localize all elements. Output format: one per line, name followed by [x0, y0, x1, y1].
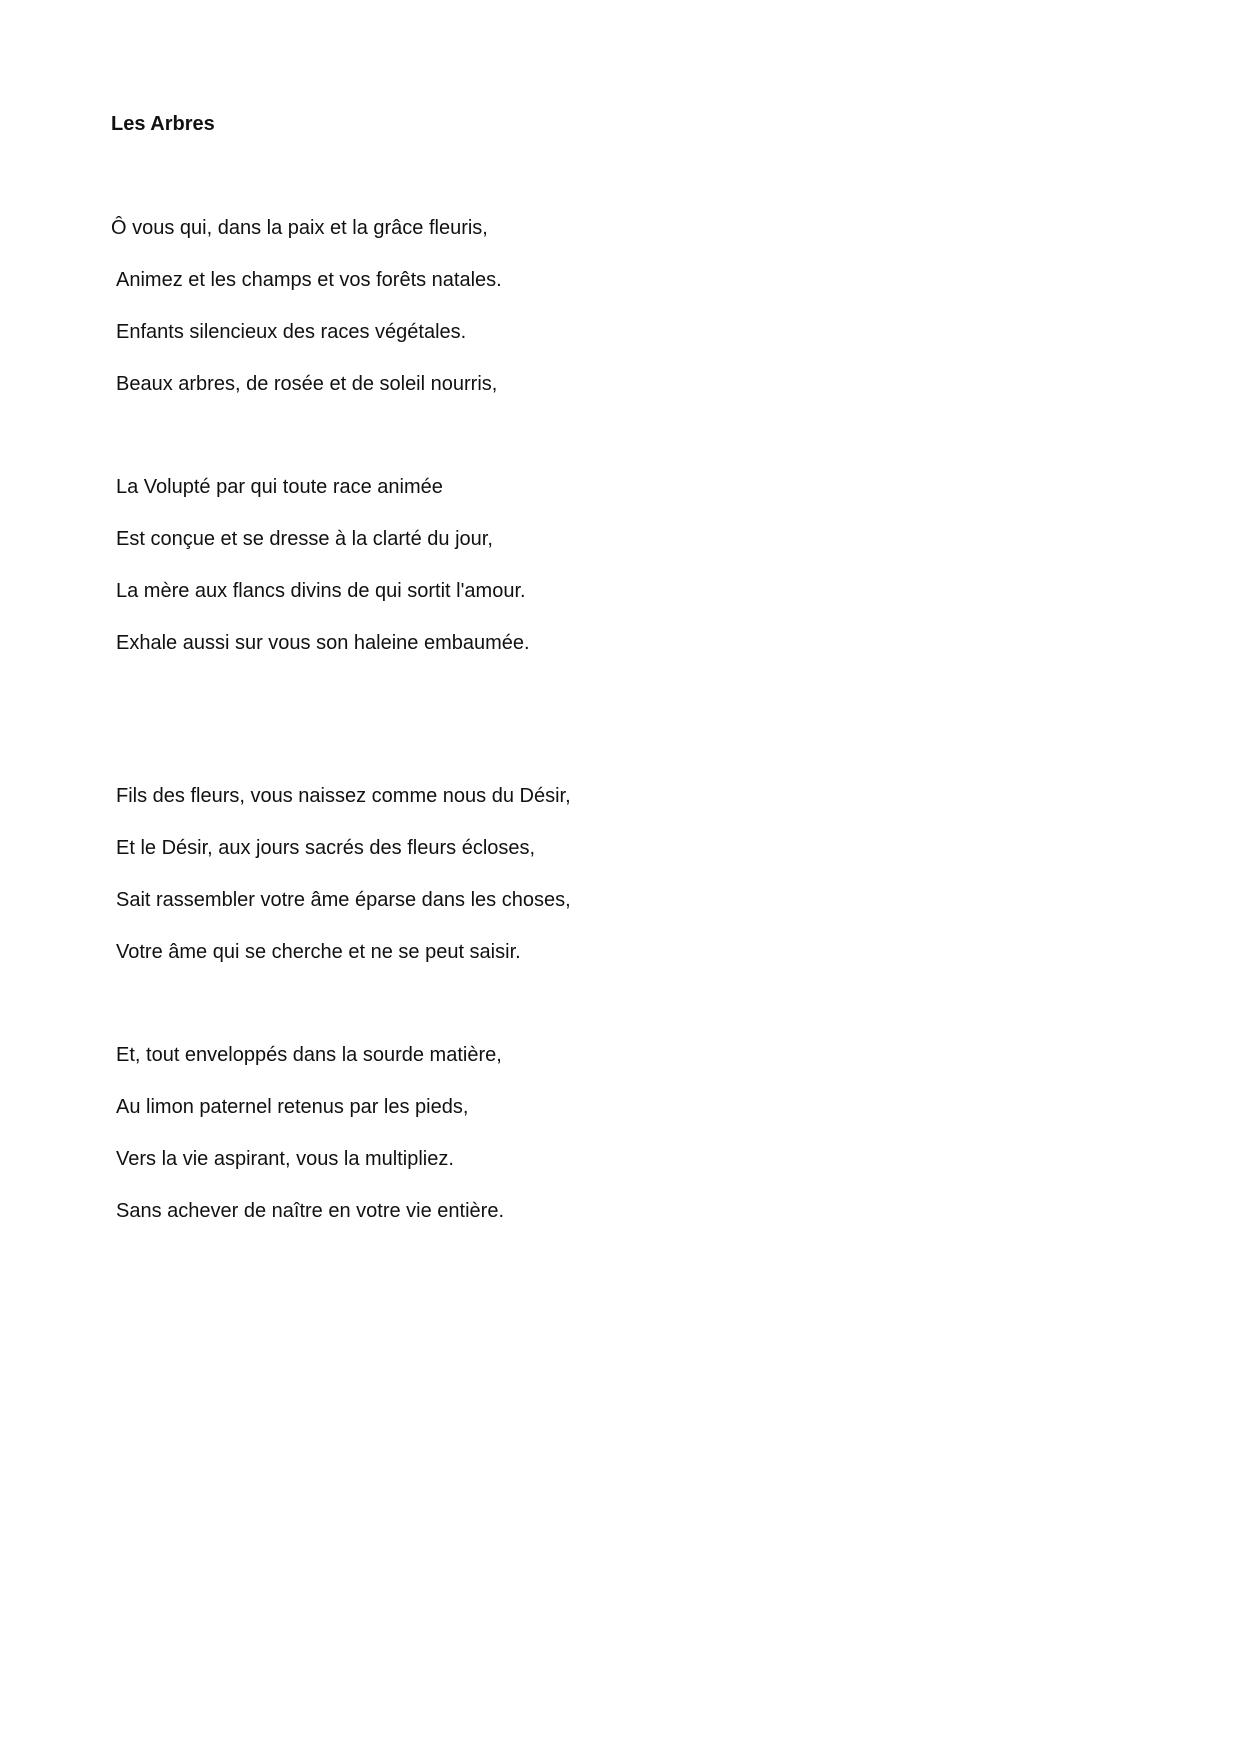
poem-line: Et, tout enveloppés dans la sourde matière, — [116, 1044, 502, 1066]
poem-line: Sans achever de naître en votre vie entière. — [116, 1200, 505, 1222]
poem-title: Les Arbres — [111, 113, 215, 135]
poem-line: Est conçue et se dresse à la clarté du jour, — [116, 528, 493, 550]
poem-line: Et le Désir, aux jours sacrés des fleurs écloses, — [116, 837, 536, 859]
poem-line: Votre âme qui se cherche et ne se peut saisir. — [116, 941, 521, 963]
poem-line: Sait rassembler votre âme éparse dans les choses, — [116, 889, 571, 911]
poem-line: Enfants silencieux des races végétales. — [116, 321, 467, 343]
poem-line: Beaux arbres, de rosée et de soleil nourris, — [116, 373, 498, 395]
poem-line: La mère aux flancs divins de qui sortit l'amour. — [116, 580, 526, 602]
poem-line: Au limon paternel retenus par les pieds, — [116, 1096, 469, 1118]
poem-line: Ô vous qui, dans la paix et la grâce fleuris, — [111, 217, 488, 239]
poem-line: Vers la vie aspirant, vous la multipliez. — [116, 1148, 454, 1170]
poem-line: Exhale aussi sur vous son haleine embaumée. — [116, 632, 530, 654]
poem-line: Fils des fleurs, vous naissez comme nous du Désir, — [116, 785, 571, 807]
poem-line: Animez et les champs et vos forêts natales. — [116, 269, 502, 291]
poem-line: La Volupté par qui toute race animée — [116, 476, 443, 498]
